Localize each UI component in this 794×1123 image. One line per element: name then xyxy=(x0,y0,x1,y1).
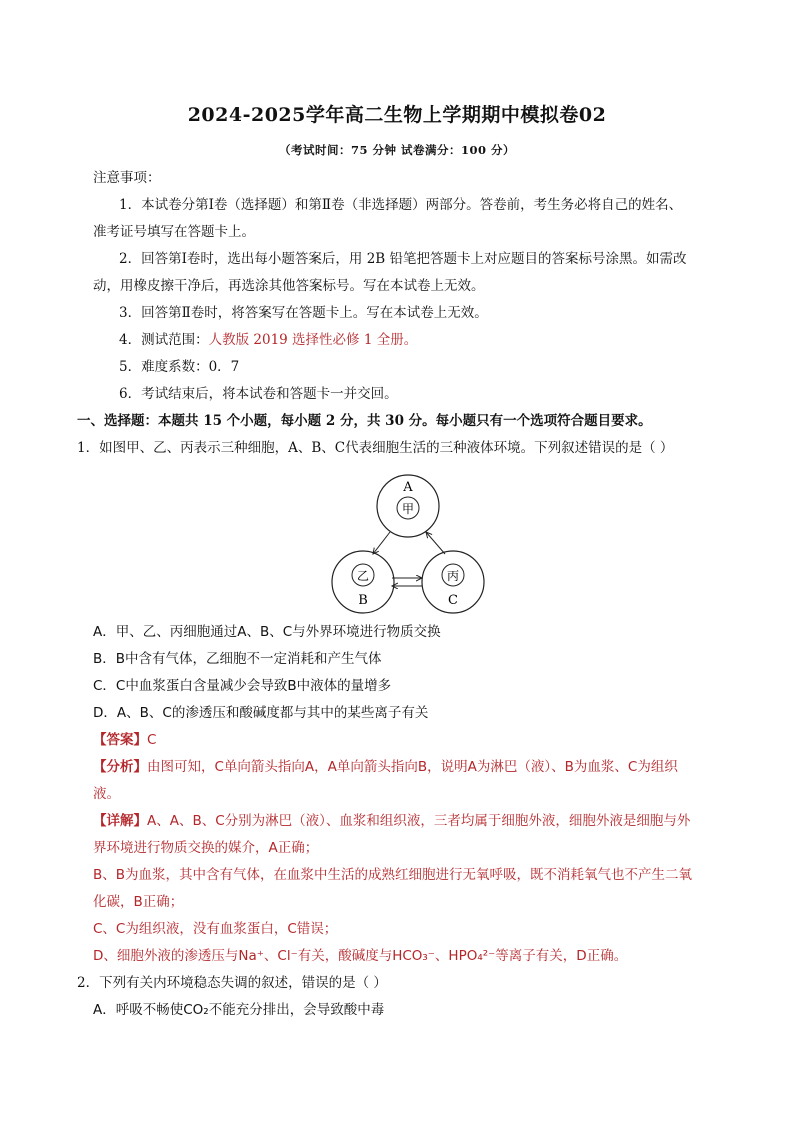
section-heading: 一、选择题：本题共 15 个小题，每小题 2 分，共 30 分。每小题只有一个选项符合题目要求。 xyxy=(77,413,652,429)
label-yi: 乙 xyxy=(356,569,370,583)
analysis-tag: 【分析】 xyxy=(93,759,147,775)
label-jia: 甲 xyxy=(401,502,415,516)
detail-a: A、A、B、C分别为淋巴（液）、血浆和组织液，三者均属于细胞外液，细胞外液是细胞与外 xyxy=(147,813,691,829)
page-title: 2024-2025学年高二生物上学期期中模拟卷02 xyxy=(187,104,607,126)
q1-option-c: C．C中血浆蛋白含量减少会导致B中液体的量增多 xyxy=(93,678,392,694)
label-c: C xyxy=(448,593,458,608)
detail-c: C、C为组织液，没有血浆蛋白，C错误； xyxy=(93,921,338,937)
q1-option-b: B．B中含有气体，乙细胞不一定消耗和产生气体 xyxy=(93,651,382,667)
label-a: A xyxy=(403,480,413,495)
q1-option-d: D．A、B、C的渗透压和酸碱度都与其中的某些离子有关 xyxy=(93,705,429,721)
note-6: 6．考试结束后，将本试卷和答题卡一并交回。 xyxy=(119,386,398,402)
question-2-stem: 2．下列有关内环境稳态失调的叙述，错误的是（ ） xyxy=(77,975,387,991)
note-3: 3．回答第Ⅱ卷时，将答案写在答题卡上。写在本试卷上无效。 xyxy=(119,305,488,321)
arrow-a-to-b xyxy=(373,532,390,554)
note-4-label: 4．测试范围： xyxy=(119,332,209,348)
detail-a-cont: 界环境进行物质交换的媒介，A正确； xyxy=(93,840,319,856)
exam-info: （考试时间：75 分钟 试卷满分：100 分） xyxy=(278,143,516,157)
analysis-text: 由图可知，C单向箭头指向A，A单向箭头指向B，说明A为淋巴（液）、B为血浆、C为组织 xyxy=(147,759,678,775)
q2-option-a: A．呼吸不畅使CO₂不能充分排出，会导致酸中毒 xyxy=(93,1002,385,1018)
body-fluid-diagram xyxy=(320,466,500,614)
note-2-cont: 动，用橡皮擦干净后，再选涂其他答案标号。写在本试卷上无效。 xyxy=(93,278,485,294)
detail-d: D、细胞外液的渗透压与Na⁺、Cl⁻有关，酸碱度与HCO₃⁻、HPO₄²⁻等离子有关，D正确。 xyxy=(93,948,628,964)
label-b: B xyxy=(358,593,368,608)
detail-tag: 【详解】 xyxy=(93,813,147,829)
note-1: 1．本试卷分第Ⅰ卷（选择题）和第Ⅱ卷（非选择题）两部分。答卷前，考生务必将自己的姓名、 xyxy=(119,197,683,213)
question-1-stem: 1．如图甲、乙、丙表示三种细胞，A、B、C代表细胞生活的三种液体环境。下列叙述错误的是（ ） xyxy=(77,440,674,456)
answer-value: C xyxy=(147,732,157,748)
q1-answer xyxy=(93,730,156,750)
note-2: 2．回答第Ⅰ卷时，选出每小题答案后，用 2B 铅笔把答题卡上对应题目的答案标号涂黑。如需改 xyxy=(119,251,687,267)
note-4-scope: 人教版 2019 选择性必修 1 全册。 xyxy=(208,332,418,348)
note-5: 5．难度系数：0．7 xyxy=(119,359,240,375)
q1-option-a: A．甲、乙、丙细胞通过A、B、C与外界环境进行物质交换 xyxy=(93,624,441,640)
note-4 xyxy=(119,330,417,350)
q1-analysis xyxy=(93,757,678,777)
label-bing: 丙 xyxy=(446,569,460,583)
arrow-c-to-a xyxy=(426,532,445,554)
answer-tag: 【答案】 xyxy=(93,732,147,748)
note-1-cont: 准考证号填写在答题卡上。 xyxy=(93,224,255,240)
notes-heading: 注意事项： xyxy=(93,170,161,186)
detail-b-cont: 化碳，B正确； xyxy=(93,894,184,910)
q1-analysis-cont: 液。 xyxy=(93,786,120,802)
detail-b: B、B为血浆，其中含有气体，在血浆中生活的成熟红细胞进行无氧呼吸，既不消耗氧气也不产生二氧 xyxy=(93,867,693,883)
q1-detail xyxy=(93,811,690,831)
